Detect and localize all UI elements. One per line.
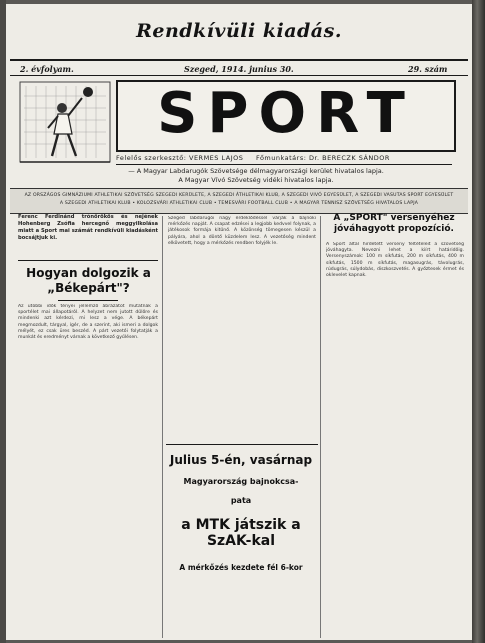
meta-rule bbox=[10, 75, 468, 76]
special-edition-banner: Rendkívüli kiadás. bbox=[136, 20, 342, 42]
lead-notice: Ferenc Ferdinánd trónörökös és nejének Hohenberg Zsófia hercegnő meggyilkolása miatt a Sport mai számát rendkívüli kiadásként bocsájtjuk ki. bbox=[18, 214, 158, 241]
clubs-band bbox=[10, 188, 468, 214]
goalkeeper-illustration bbox=[18, 78, 114, 166]
column-divider-left bbox=[162, 216, 163, 638]
article-body-right: A Sport által hirdetett verseny feltételeit a szövetség jóváhagyta. Nevezni lehet a kiírt határidőig. Versenyszámok: 100 m síkfutás, 200 m síkfutás, 400 m síkfutás, 1500 m síkfutás, magasugrás, távolugrás, rúdugrás, súlydobás, diszkoszvetés. A győztesek érmet és oklevelet kapnak. bbox=[326, 242, 464, 279]
official-notice-line-2: A Magyar Vívó Szövetség vidéki hivatalos lapja. bbox=[178, 176, 334, 184]
clubs-line-2: A SZEGEDI ATHLETIKAI KLUB • KOLOZSVÁRI ATHLETIKAI CLUB • TEMESVÁRI FOOTBALL CLUB • A MAGYAR TENNISZ SZÖVETSÉG HIVATALOS LAPJA bbox=[59, 201, 419, 206]
editor-rule bbox=[116, 164, 452, 165]
clubs-line-1: AZ ORSZÁGOS GIMNÁZIUMI ATHLETIKAI SZÖVETSÉG SZEGEDI KERÜLETE, A SZEGEDI ÁTHLETIKAI KLUB, A SZEGEDI VIVÓ EGYESÜLET, A SZEGEDI VASUTAS SPORT EGYESÜLET bbox=[24, 193, 454, 198]
headline-rule bbox=[58, 300, 118, 301]
article-body-middle: Szeged labdarugói nagy érdeklődéssel várják a bajnoki mérkőzés napját. A csapat edzései a legjobb kedvvel folynak, a játékosok formája kitűnő. A közönség tömegesen készül a pályára, ahol a döntő küzdelem lesz. A vezetőség mindent elkövetett, hogy a mérkőzés rendben folyjék le. bbox=[168, 216, 316, 246]
newspaper-title: SPORT bbox=[157, 81, 415, 146]
ad-date: Julius 5-én, vasárnap bbox=[169, 453, 313, 467]
lead-rule bbox=[18, 260, 158, 261]
ad-event: Magyarország bajnokcsa- bbox=[183, 477, 299, 486]
article-body-left: Az utóbbi idők tényei jellemző ábrázatot mutatnak a sportélet mai állapotáról. A helyzet nem jutott dűlőre és mindenki azt kérdezi, mi lesz a vége. A békepárt megmozdult, tárgyal, ígér, de a szerint, aki ismeri a dolgok mélyét, ez csak üres beszéd. A párt vezetői folytatják a munkát és eredményt várnak a következő gyűlésen. bbox=[18, 304, 158, 341]
dateline: Szeged, 1914. junius 30. bbox=[184, 64, 294, 74]
match-advertisement bbox=[166, 445, 316, 635]
scan-edge-right bbox=[472, 0, 485, 643]
article-headline-right: A „SPORT" versenyéhez jóváhagyott propozíció. bbox=[333, 213, 455, 234]
official-notice-line-1: — A Magyar Labdarugók Szövetsége délmagyarországi kerület hivatalos lapja. bbox=[128, 167, 384, 175]
masthead-box bbox=[116, 80, 456, 152]
issue-number: 29. szám bbox=[408, 64, 448, 74]
ad-event-cont: pata bbox=[230, 496, 252, 505]
official-notice bbox=[66, 167, 446, 185]
editor-name: Felelős szerkesztő: VERMES LAJOS bbox=[116, 154, 244, 162]
volume-label: 2. évfolyam. bbox=[20, 64, 74, 74]
ad-match: a MTK játszik a SzAK-kal bbox=[181, 517, 301, 549]
column-divider-right bbox=[320, 216, 321, 638]
newspaper-page bbox=[6, 4, 472, 640]
editors-line bbox=[116, 154, 452, 162]
co-editor-name: Főmunkatárs: Dr. BERECZK SÁNDOR bbox=[255, 154, 390, 162]
article-headline-left: Hogyan dolgozik a „Békepárt"? bbox=[26, 266, 151, 295]
ad-note: A mérkőzés kezdete fél 6-kor bbox=[179, 563, 303, 572]
top-rule bbox=[10, 59, 468, 61]
